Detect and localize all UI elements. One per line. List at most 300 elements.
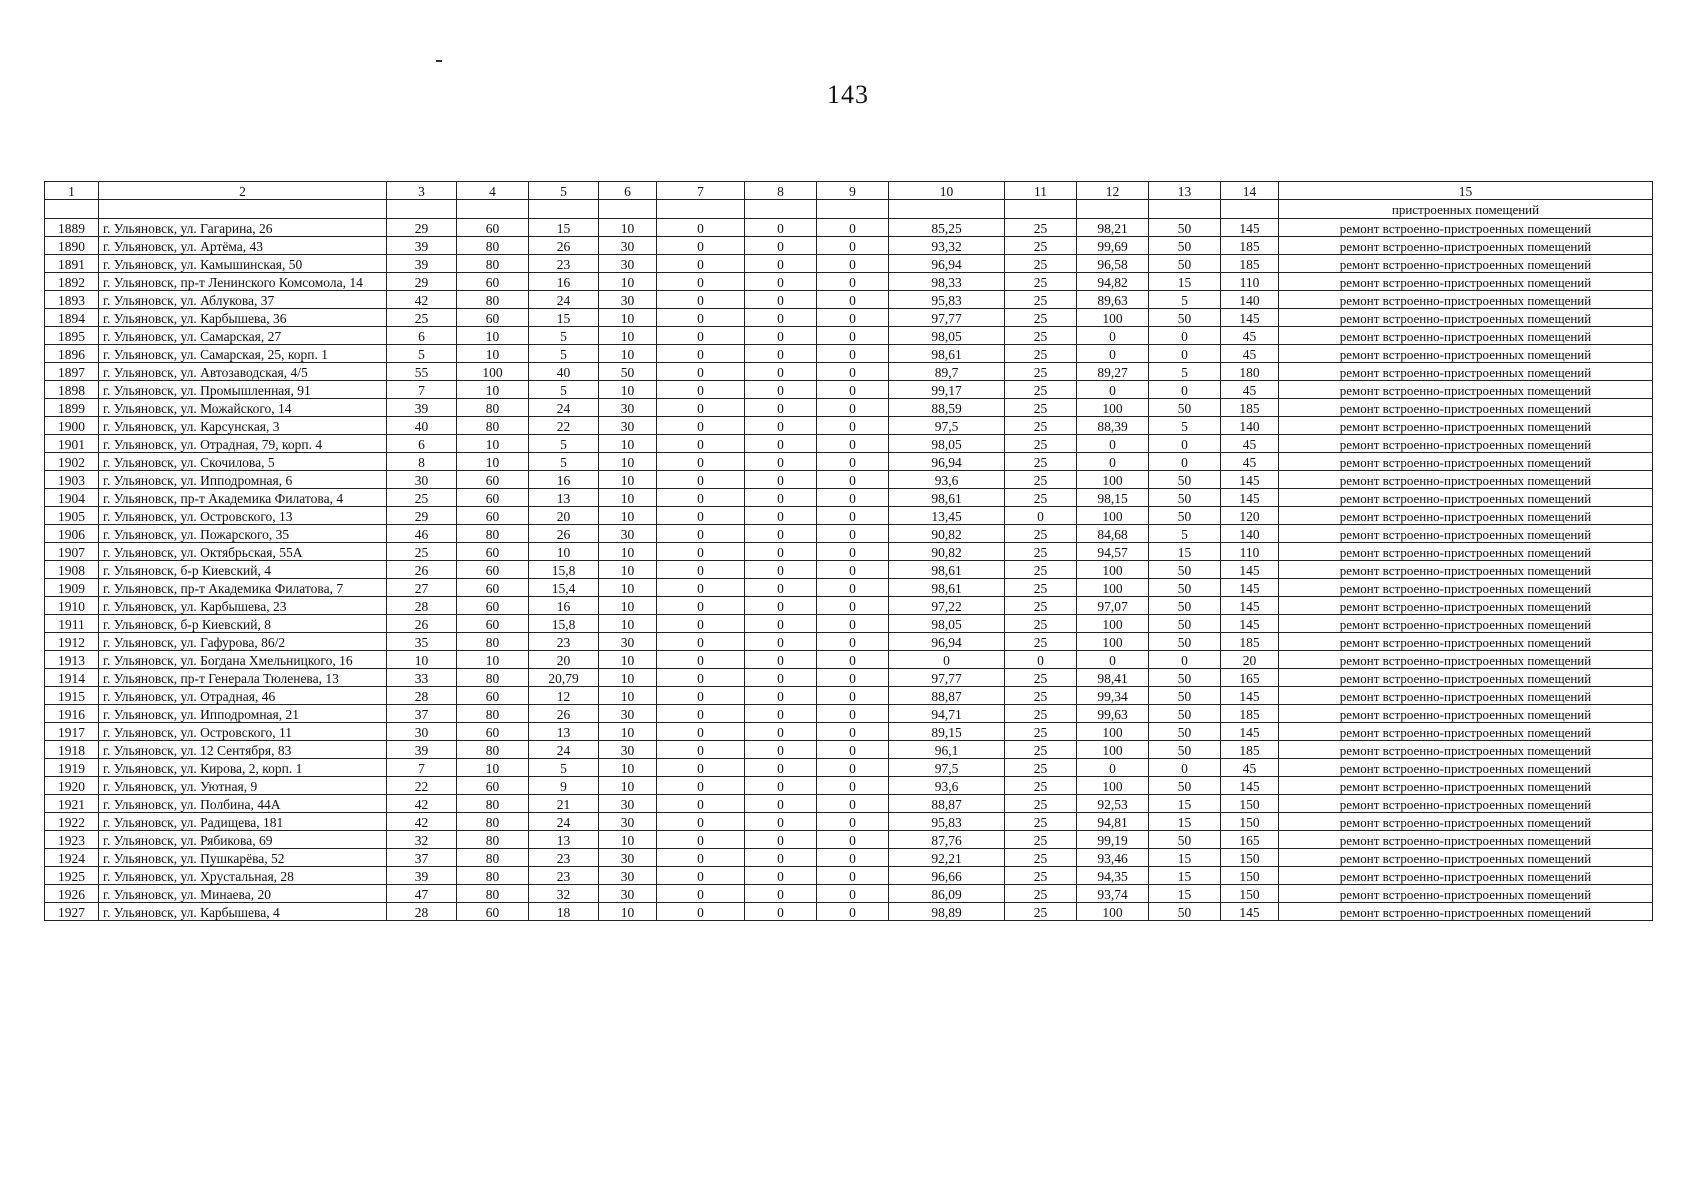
- row-number: 1911: [45, 615, 99, 633]
- value-col-5: 5: [529, 327, 599, 345]
- value-col-13: 50: [1149, 687, 1221, 705]
- value-col-12: 0: [1077, 651, 1149, 669]
- value-col-8: 0: [745, 381, 817, 399]
- work-description: ремонт встроенно-пристроенных помещений: [1279, 453, 1653, 471]
- value-col-14: 150: [1221, 885, 1279, 903]
- value-col-10: 97,5: [889, 759, 1005, 777]
- value-col-5: 16: [529, 471, 599, 489]
- continuation-row: [45, 200, 1653, 219]
- value-col-9: 0: [817, 237, 889, 255]
- value-col-5: 15,8: [529, 615, 599, 633]
- work-description: ремонт встроенно-пристроенных помещений: [1279, 345, 1653, 363]
- address: г. Ульяновск, б-р Киевский, 8: [99, 615, 387, 633]
- value-col-11: 25: [1005, 723, 1077, 741]
- address: г. Ульяновск, ул. Ипподромная, 21: [99, 705, 387, 723]
- row-number: 1920: [45, 777, 99, 795]
- value-col-3: 5: [387, 345, 457, 363]
- value-col-13: 15: [1149, 849, 1221, 867]
- value-col-8: 0: [745, 651, 817, 669]
- table-row: [45, 597, 1653, 615]
- table-row: [45, 885, 1653, 903]
- value-col-7: 0: [657, 795, 745, 813]
- row-number: 1895: [45, 327, 99, 345]
- value-col-8: 0: [745, 633, 817, 651]
- work-description: ремонт встроенно-пристроенных помещений: [1279, 669, 1653, 687]
- column-header: 6: [599, 182, 657, 200]
- value-col-9: 0: [817, 795, 889, 813]
- column-header: 1: [45, 182, 99, 200]
- value-col-7: 0: [657, 525, 745, 543]
- value-col-6: 30: [599, 849, 657, 867]
- value-col-4: 60: [457, 561, 529, 579]
- value-col-6: 10: [599, 831, 657, 849]
- work-description: ремонт встроенно-пристроенных помещений: [1279, 363, 1653, 381]
- value-col-5: 23: [529, 633, 599, 651]
- value-col-3: 37: [387, 705, 457, 723]
- value-col-12: 84,68: [1077, 525, 1149, 543]
- value-col-11: 25: [1005, 795, 1077, 813]
- work-description: ремонт встроенно-пристроенных помещений: [1279, 651, 1653, 669]
- value-col-3: 25: [387, 543, 457, 561]
- value-col-3: 7: [387, 759, 457, 777]
- value-col-9: 0: [817, 489, 889, 507]
- value-col-9: 0: [817, 345, 889, 363]
- address: г. Ульяновск, ул. 12 Сентября, 83: [99, 741, 387, 759]
- value-col-12: 94,35: [1077, 867, 1149, 885]
- value-col-6: 10: [599, 507, 657, 525]
- table-row: [45, 705, 1653, 723]
- value-col-10: 96,1: [889, 741, 1005, 759]
- value-col-4: 60: [457, 543, 529, 561]
- column-header: 9: [817, 182, 889, 200]
- table-row: [45, 723, 1653, 741]
- value-col-9: 0: [817, 471, 889, 489]
- value-col-5: 9: [529, 777, 599, 795]
- row-number: 1900: [45, 417, 99, 435]
- value-col-3: 6: [387, 327, 457, 345]
- row-number: 1927: [45, 903, 99, 921]
- address: г. Ульяновск, ул. Рябикова, 69: [99, 831, 387, 849]
- value-col-9: 0: [817, 633, 889, 651]
- table-row: [45, 435, 1653, 453]
- value-col-10: 93,6: [889, 471, 1005, 489]
- work-description: ремонт встроенно-пристроенных помещений: [1279, 795, 1653, 813]
- value-col-9: 0: [817, 507, 889, 525]
- value-col-9: 0: [817, 417, 889, 435]
- row-number: 1925: [45, 867, 99, 885]
- data-table: [44, 181, 1653, 921]
- value-col-4: 80: [457, 885, 529, 903]
- value-col-7: 0: [657, 849, 745, 867]
- value-col-4: 60: [457, 507, 529, 525]
- value-col-8: 0: [745, 453, 817, 471]
- value-col-14: 150: [1221, 849, 1279, 867]
- value-col-6: 10: [599, 471, 657, 489]
- value-col-13: 50: [1149, 669, 1221, 687]
- table-row: [45, 345, 1653, 363]
- work-description: ремонт встроенно-пристроенных помещений: [1279, 597, 1653, 615]
- row-number: 1897: [45, 363, 99, 381]
- value-col-8: 0: [745, 615, 817, 633]
- value-col-3: 28: [387, 903, 457, 921]
- table-row: [45, 759, 1653, 777]
- column-header: 10: [889, 182, 1005, 200]
- table-row: [45, 363, 1653, 381]
- value-col-14: 145: [1221, 903, 1279, 921]
- value-col-11: 25: [1005, 489, 1077, 507]
- value-col-3: 7: [387, 381, 457, 399]
- address: г. Ульяновск, пр-т Академика Филатова, 4: [99, 489, 387, 507]
- value-col-7: 0: [657, 759, 745, 777]
- value-col-5: 15: [529, 309, 599, 327]
- work-description: ремонт встроенно-пристроенных помещений: [1279, 579, 1653, 597]
- address: г. Ульяновск, ул. Богдана Хмельницкого, 16: [99, 651, 387, 669]
- value-col-12: 89,27: [1077, 363, 1149, 381]
- value-col-13: 5: [1149, 417, 1221, 435]
- value-col-5: 26: [529, 525, 599, 543]
- address: г. Ульяновск, ул. Можайского, 14: [99, 399, 387, 417]
- row-number: 1894: [45, 309, 99, 327]
- table-row: [45, 903, 1653, 921]
- value-col-4: 60: [457, 273, 529, 291]
- value-col-7: 0: [657, 345, 745, 363]
- value-col-11: 25: [1005, 543, 1077, 561]
- value-col-7: 0: [657, 885, 745, 903]
- value-col-14: 140: [1221, 417, 1279, 435]
- address: г. Ульяновск, ул. Уютная, 9: [99, 777, 387, 795]
- value-col-13: 0: [1149, 759, 1221, 777]
- value-col-9: 0: [817, 579, 889, 597]
- value-col-14: 45: [1221, 381, 1279, 399]
- value-col-6: 50: [599, 363, 657, 381]
- row-number: 1901: [45, 435, 99, 453]
- value-col-12: 100: [1077, 723, 1149, 741]
- value-col-7: 0: [657, 579, 745, 597]
- value-col-12: 93,74: [1077, 885, 1149, 903]
- value-col-13: 50: [1149, 705, 1221, 723]
- value-col-4: 80: [457, 831, 529, 849]
- value-col-5: 24: [529, 741, 599, 759]
- value-col-3: 32: [387, 831, 457, 849]
- value-col-7: 0: [657, 255, 745, 273]
- value-col-7: 0: [657, 705, 745, 723]
- row-number: 1890: [45, 237, 99, 255]
- value-col-5: 23: [529, 255, 599, 273]
- value-col-10: 96,94: [889, 633, 1005, 651]
- value-col-7: 0: [657, 687, 745, 705]
- value-col-9: 0: [817, 651, 889, 669]
- value-col-8: 0: [745, 417, 817, 435]
- value-col-4: 60: [457, 687, 529, 705]
- value-col-3: 39: [387, 399, 457, 417]
- table-row: [45, 273, 1653, 291]
- value-col-12: 100: [1077, 741, 1149, 759]
- value-col-5: 20: [529, 507, 599, 525]
- value-col-14: 165: [1221, 831, 1279, 849]
- value-col-8: 0: [745, 687, 817, 705]
- value-col-9: 0: [817, 831, 889, 849]
- value-col-3: 26: [387, 561, 457, 579]
- value-col-4: 10: [457, 453, 529, 471]
- value-col-11: 25: [1005, 741, 1077, 759]
- table-row: [45, 525, 1653, 543]
- row-number: 1899: [45, 399, 99, 417]
- value-col-13: 50: [1149, 471, 1221, 489]
- value-col-14: 140: [1221, 291, 1279, 309]
- value-col-6: 30: [599, 633, 657, 651]
- table-row: [45, 453, 1653, 471]
- address: г. Ульяновск, пр-т Академика Филатова, 7: [99, 579, 387, 597]
- table-row: [45, 327, 1653, 345]
- value-col-4: 10: [457, 759, 529, 777]
- work-description: ремонт встроенно-пристроенных помещений: [1279, 417, 1653, 435]
- row-number: 1905: [45, 507, 99, 525]
- table-row: [45, 795, 1653, 813]
- row-number: 1892: [45, 273, 99, 291]
- value-col-13: 50: [1149, 831, 1221, 849]
- work-description: ремонт встроенно-пристроенных помещений: [1279, 885, 1653, 903]
- value-col-11: 25: [1005, 867, 1077, 885]
- table-row: [45, 867, 1653, 885]
- value-col-9: 0: [817, 219, 889, 237]
- value-col-8: 0: [745, 867, 817, 885]
- row-number: 1921: [45, 795, 99, 813]
- scan-mark: [436, 60, 442, 62]
- value-col-14: 145: [1221, 615, 1279, 633]
- value-col-5: 32: [529, 885, 599, 903]
- value-col-6: 30: [599, 237, 657, 255]
- value-col-9: 0: [817, 759, 889, 777]
- value-col-11: 25: [1005, 597, 1077, 615]
- value-col-7: 0: [657, 723, 745, 741]
- value-col-5: 26: [529, 705, 599, 723]
- row-number: 1923: [45, 831, 99, 849]
- value-col-7: 0: [657, 327, 745, 345]
- address: г. Ульяновск, ул. Пушкарёва, 52: [99, 849, 387, 867]
- table-row: [45, 381, 1653, 399]
- address: г. Ульяновск, ул. Минаева, 20: [99, 885, 387, 903]
- column-header: 5: [529, 182, 599, 200]
- value-col-14: 150: [1221, 867, 1279, 885]
- value-col-14: 20: [1221, 651, 1279, 669]
- value-col-10: 98,61: [889, 579, 1005, 597]
- address: г. Ульяновск, ул. Карсунская, 3: [99, 417, 387, 435]
- value-col-6: 30: [599, 417, 657, 435]
- value-col-8: 0: [745, 399, 817, 417]
- value-col-7: 0: [657, 633, 745, 651]
- value-col-9: 0: [817, 273, 889, 291]
- value-col-11: 25: [1005, 813, 1077, 831]
- address: г. Ульяновск, ул. Октябрьская, 55А: [99, 543, 387, 561]
- value-col-8: 0: [745, 525, 817, 543]
- row-number: 1909: [45, 579, 99, 597]
- address: г. Ульяновск, ул. Карбышева, 36: [99, 309, 387, 327]
- value-col-3: 42: [387, 813, 457, 831]
- value-col-12: 100: [1077, 471, 1149, 489]
- value-col-3: 25: [387, 489, 457, 507]
- value-col-7: 0: [657, 363, 745, 381]
- value-col-4: 10: [457, 327, 529, 345]
- value-col-6: 10: [599, 543, 657, 561]
- value-col-11: 25: [1005, 219, 1077, 237]
- table-row: [45, 561, 1653, 579]
- value-col-10: 90,82: [889, 543, 1005, 561]
- value-col-10: 98,61: [889, 489, 1005, 507]
- value-col-14: 120: [1221, 507, 1279, 525]
- work-description: ремонт встроенно-пристроенных помещений: [1279, 381, 1653, 399]
- value-col-8: 0: [745, 471, 817, 489]
- value-col-7: 0: [657, 507, 745, 525]
- value-col-9: 0: [817, 363, 889, 381]
- value-col-14: 185: [1221, 237, 1279, 255]
- value-col-9: 0: [817, 561, 889, 579]
- value-col-5: 18: [529, 903, 599, 921]
- work-description: ремонт встроенно-пристроенных помещений: [1279, 561, 1653, 579]
- value-col-3: 40: [387, 417, 457, 435]
- table-row: [45, 417, 1653, 435]
- value-col-7: 0: [657, 741, 745, 759]
- value-col-6: 10: [599, 381, 657, 399]
- value-col-5: 23: [529, 849, 599, 867]
- value-col-11: 25: [1005, 633, 1077, 651]
- value-col-10: 90,82: [889, 525, 1005, 543]
- value-col-11: 25: [1005, 255, 1077, 273]
- work-description: ремонт встроенно-пристроенных помещений: [1279, 273, 1653, 291]
- value-col-6: 10: [599, 561, 657, 579]
- value-col-12: 100: [1077, 561, 1149, 579]
- value-col-13: 5: [1149, 363, 1221, 381]
- value-col-8: 0: [745, 327, 817, 345]
- value-col-8: 0: [745, 435, 817, 453]
- value-col-13: 50: [1149, 489, 1221, 507]
- value-col-11: 25: [1005, 345, 1077, 363]
- value-col-8: 0: [745, 831, 817, 849]
- value-col-9: 0: [817, 309, 889, 327]
- column-header: 8: [745, 182, 817, 200]
- value-col-7: 0: [657, 813, 745, 831]
- value-col-5: 15: [529, 219, 599, 237]
- value-col-5: 5: [529, 435, 599, 453]
- row-number: 1916: [45, 705, 99, 723]
- value-col-5: 24: [529, 399, 599, 417]
- value-col-8: 0: [745, 849, 817, 867]
- address: г. Ульяновск, ул. Гагарина, 26: [99, 219, 387, 237]
- value-col-14: 45: [1221, 453, 1279, 471]
- value-col-7: 0: [657, 453, 745, 471]
- value-col-5: 16: [529, 597, 599, 615]
- work-description: ремонт встроенно-пристроенных помещений: [1279, 741, 1653, 759]
- value-col-8: 0: [745, 795, 817, 813]
- value-col-8: 0: [745, 219, 817, 237]
- value-col-8: 0: [745, 345, 817, 363]
- table-row: [45, 831, 1653, 849]
- work-description: ремонт встроенно-пристроенных помещений: [1279, 903, 1653, 921]
- value-col-11: 0: [1005, 507, 1077, 525]
- value-col-12: 0: [1077, 759, 1149, 777]
- row-number: 1914: [45, 669, 99, 687]
- value-col-3: 33: [387, 669, 457, 687]
- value-col-11: 25: [1005, 399, 1077, 417]
- value-col-13: 50: [1149, 219, 1221, 237]
- value-col-3: 26: [387, 615, 457, 633]
- work-description: ремонт встроенно-пристроенных помещений: [1279, 219, 1653, 237]
- value-col-7: 0: [657, 291, 745, 309]
- work-description: ремонт встроенно-пристроенных помещений: [1279, 327, 1653, 345]
- column-header: 13: [1149, 182, 1221, 200]
- table-row: [45, 489, 1653, 507]
- value-col-3: 39: [387, 741, 457, 759]
- continuation-text: пристроенных помещений: [1279, 200, 1653, 219]
- address: г. Ульяновск, ул. Аблукова, 37: [99, 291, 387, 309]
- row-number: 1891: [45, 255, 99, 273]
- value-col-13: 50: [1149, 237, 1221, 255]
- value-col-4: 80: [457, 399, 529, 417]
- value-col-3: 25: [387, 309, 457, 327]
- value-col-9: 0: [817, 453, 889, 471]
- address: г. Ульяновск, ул. Промышленная, 91: [99, 381, 387, 399]
- value-col-9: 0: [817, 723, 889, 741]
- value-col-13: 0: [1149, 327, 1221, 345]
- value-col-13: 15: [1149, 885, 1221, 903]
- address: г. Ульяновск, б-р Киевский, 4: [99, 561, 387, 579]
- value-col-13: 0: [1149, 651, 1221, 669]
- value-col-6: 10: [599, 669, 657, 687]
- value-col-12: 99,34: [1077, 687, 1149, 705]
- value-col-7: 0: [657, 903, 745, 921]
- value-col-3: 27: [387, 579, 457, 597]
- value-col-13: 50: [1149, 579, 1221, 597]
- value-col-10: 87,76: [889, 831, 1005, 849]
- value-col-8: 0: [745, 489, 817, 507]
- value-col-6: 10: [599, 453, 657, 471]
- value-col-7: 0: [657, 435, 745, 453]
- value-col-11: 25: [1005, 705, 1077, 723]
- value-col-11: 25: [1005, 579, 1077, 597]
- value-col-12: 89,63: [1077, 291, 1149, 309]
- work-description: ремонт встроенно-пристроенных помещений: [1279, 723, 1653, 741]
- work-description: ремонт встроенно-пристроенных помещений: [1279, 615, 1653, 633]
- value-col-13: 50: [1149, 597, 1221, 615]
- value-col-10: 97,77: [889, 669, 1005, 687]
- value-col-10: 88,87: [889, 687, 1005, 705]
- value-col-12: 100: [1077, 633, 1149, 651]
- row-number: 1915: [45, 687, 99, 705]
- value-col-5: 24: [529, 291, 599, 309]
- value-col-5: 5: [529, 381, 599, 399]
- value-col-12: 96,58: [1077, 255, 1149, 273]
- value-col-8: 0: [745, 669, 817, 687]
- row-number: 1913: [45, 651, 99, 669]
- value-col-10: 98,61: [889, 345, 1005, 363]
- value-col-12: 100: [1077, 309, 1149, 327]
- row-number: 1919: [45, 759, 99, 777]
- work-description: ремонт встроенно-пристроенных помещений: [1279, 543, 1653, 561]
- value-col-6: 30: [599, 399, 657, 417]
- value-col-11: 25: [1005, 615, 1077, 633]
- work-description: ремонт встроенно-пристроенных помещений: [1279, 435, 1653, 453]
- value-col-14: 45: [1221, 759, 1279, 777]
- value-col-11: 25: [1005, 417, 1077, 435]
- value-col-10: 98,05: [889, 327, 1005, 345]
- value-col-8: 0: [745, 291, 817, 309]
- value-col-4: 60: [457, 579, 529, 597]
- value-col-13: 50: [1149, 741, 1221, 759]
- value-col-8: 0: [745, 741, 817, 759]
- value-col-4: 80: [457, 867, 529, 885]
- value-col-12: 98,41: [1077, 669, 1149, 687]
- value-col-6: 30: [599, 885, 657, 903]
- value-col-10: 97,5: [889, 417, 1005, 435]
